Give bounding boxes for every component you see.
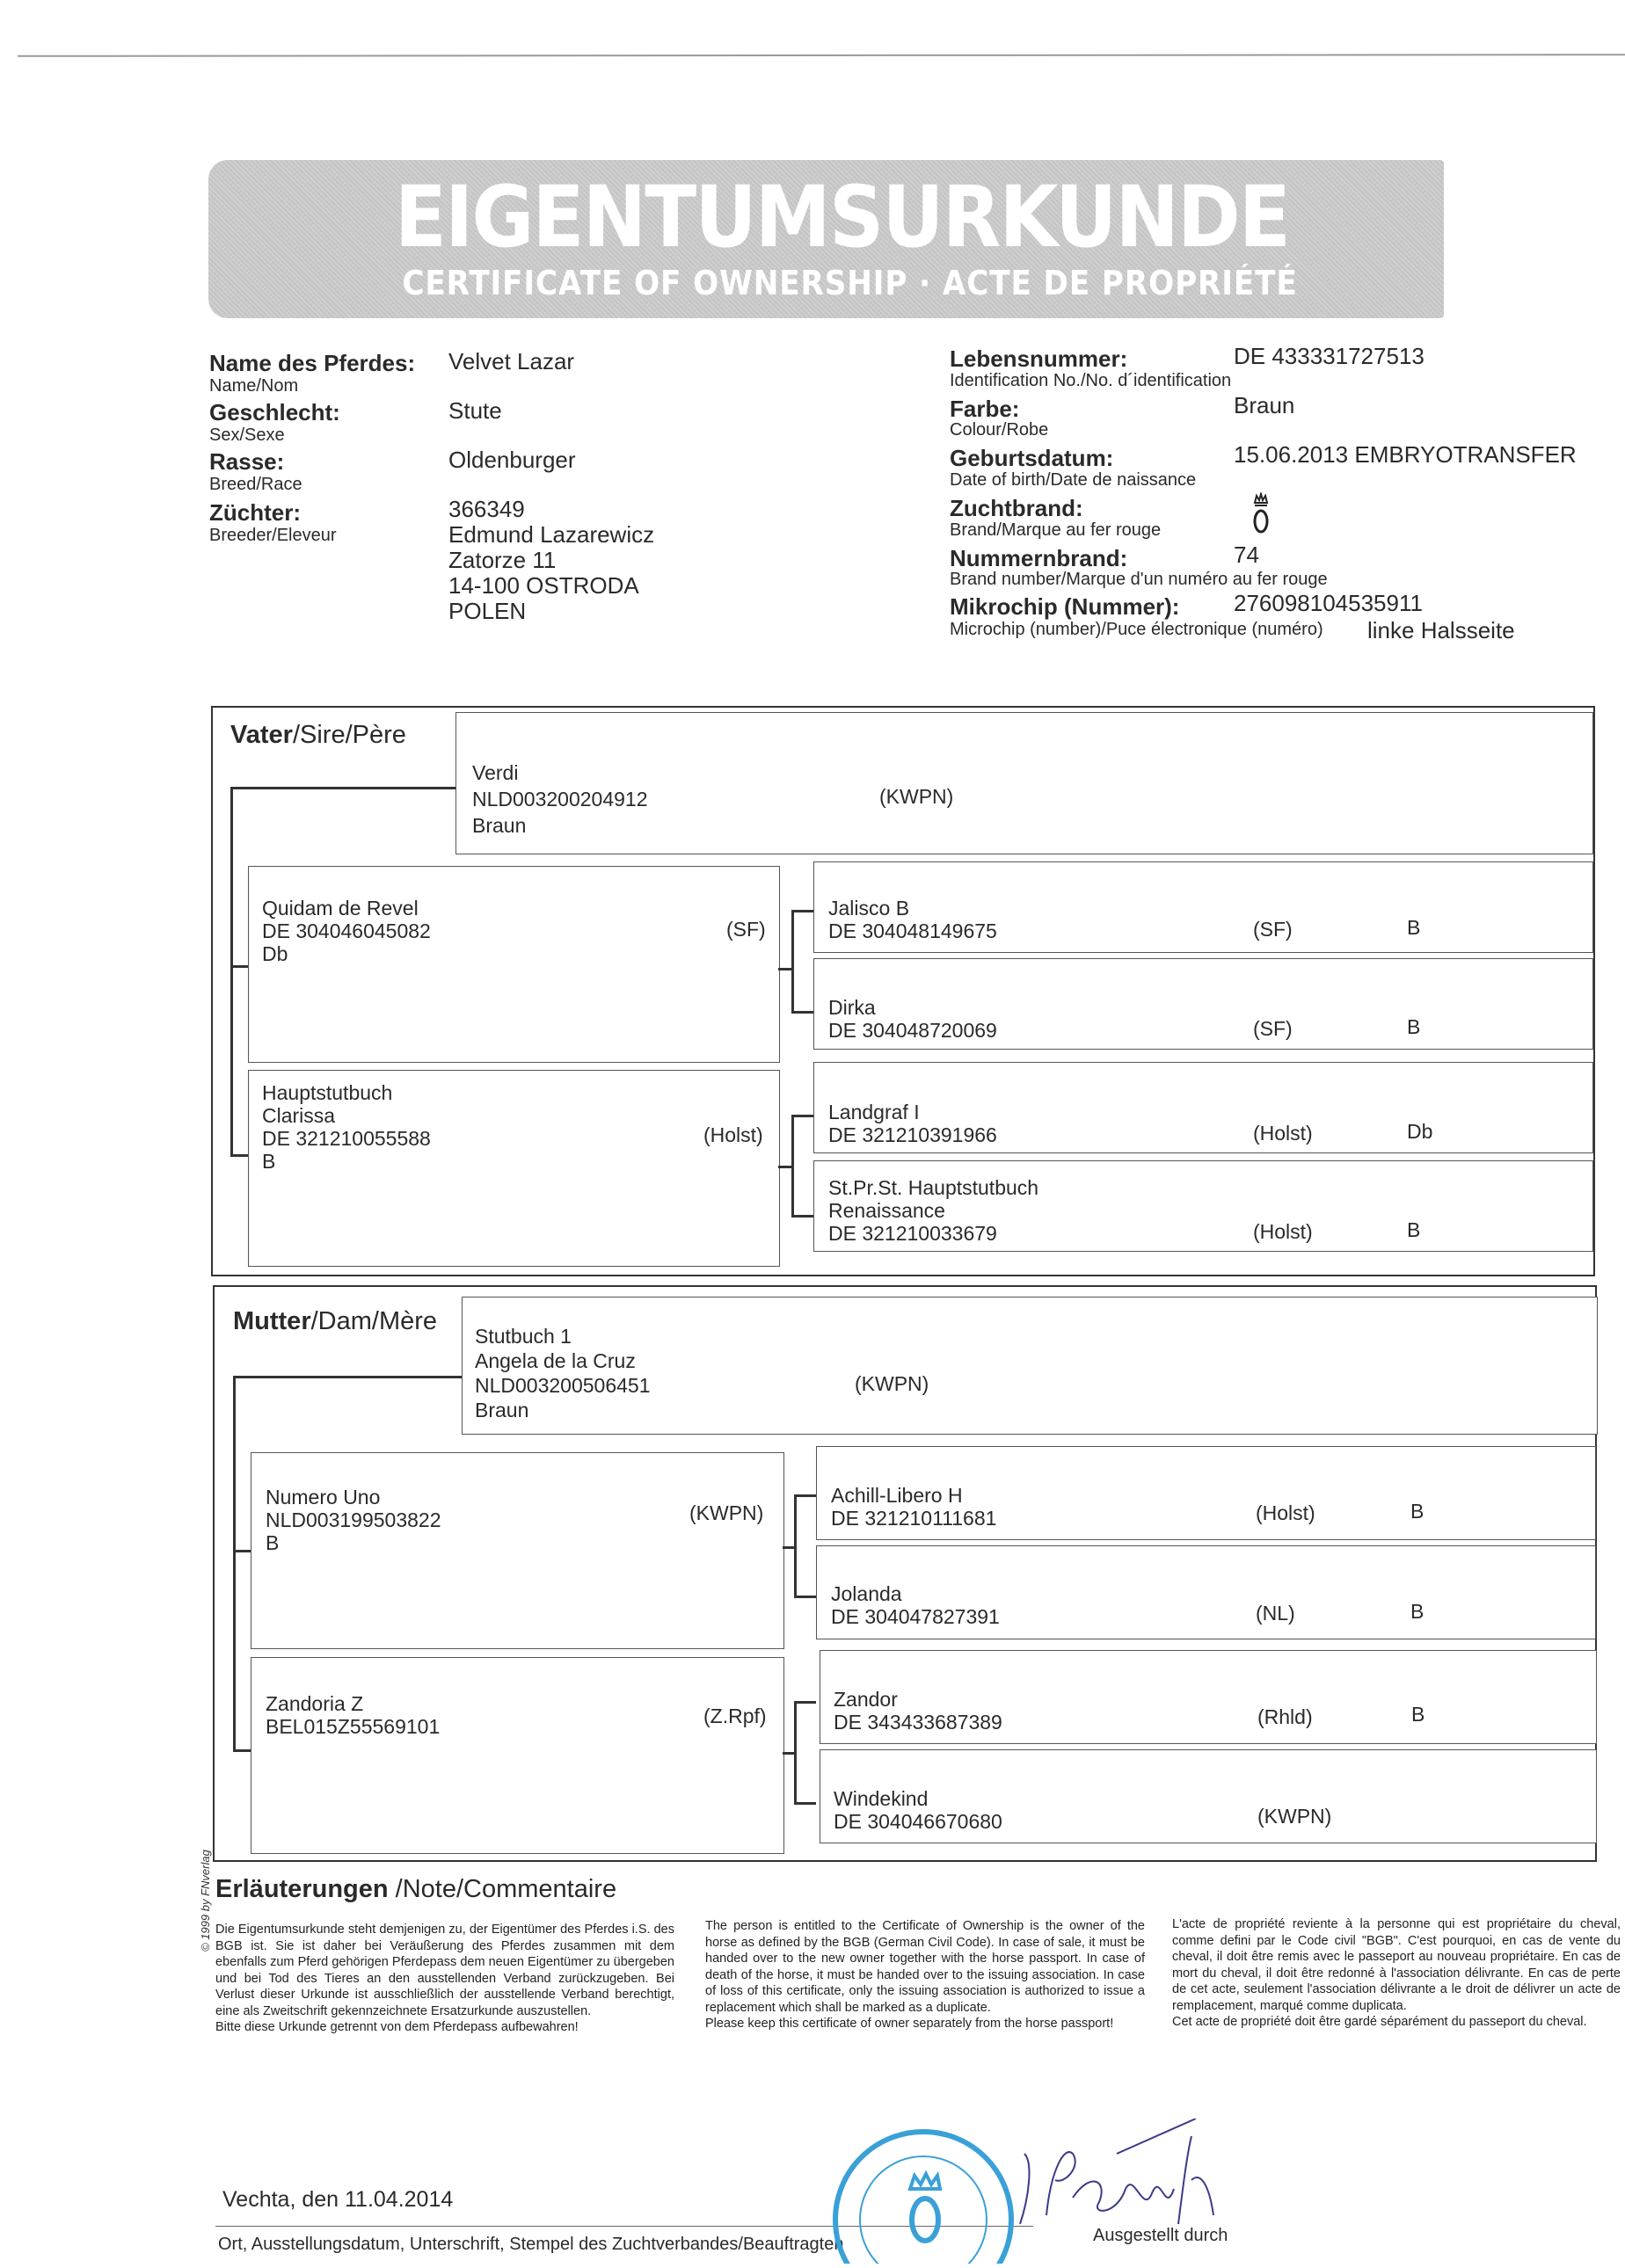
tree-connector xyxy=(791,910,794,1013)
gg-studbook: (SF) xyxy=(1253,918,1293,941)
sex-value: Stute xyxy=(448,397,502,424)
gg-colour: B xyxy=(1411,1703,1425,1726)
tree-connector xyxy=(794,1701,816,1704)
gg-colour: B xyxy=(1410,1500,1425,1523)
signature-icon xyxy=(1011,2119,1275,2233)
gg-id: DE 321210111681 xyxy=(831,1507,997,1530)
dam-studbook: (KWPN) xyxy=(855,1372,929,1395)
note-english: The person is entitled to the Certificate of Ownership is the owner of the horse as defined by the BGB (German Civil Code). In case of sale, it must be handed over to the new owner together with the horse passport. In case of death of the horse, it must be handed over to the issuing association. In case of loss of this certificate, only the issuing association is authorized to issue a replacement which shall be marked as a duplicate. Please keep this certificate of owner separately from the horse passport! xyxy=(705,1919,1145,2031)
sex-label: Geschlecht: xyxy=(209,399,340,425)
microchip-sublabel: Microchip (number)/Puce électronique (numéro) xyxy=(950,620,1323,639)
brand-number-value: 74 xyxy=(1234,542,1259,568)
tree-connector xyxy=(791,1215,813,1218)
gg-colour: B xyxy=(1407,1015,1421,1038)
microchip-value: 276098104535911 xyxy=(1234,590,1423,616)
gg-studbook: (Holst) xyxy=(1256,1501,1315,1524)
sire-studbook: (KWPN) xyxy=(879,785,954,808)
tree-connector xyxy=(230,1154,248,1157)
tree-connector xyxy=(778,1166,791,1168)
granddam-box xyxy=(251,1657,784,1854)
tree-connector xyxy=(233,1376,236,1752)
issued-by-label: Ausgestellt durch xyxy=(1093,2226,1228,2245)
birth-label: Geburtsdatum: xyxy=(950,445,1114,471)
gg-name: Dirka xyxy=(828,996,876,1019)
tree-connector xyxy=(794,1494,816,1497)
sire-colour: Braun xyxy=(472,814,527,837)
horse-name-value: Velvet Lazar xyxy=(448,348,575,374)
tree-connector xyxy=(233,1376,462,1378)
brand-number-label: Nummernbrand: xyxy=(950,545,1128,571)
life-number-value: DE 433331727513 xyxy=(1234,343,1425,369)
breeder-line: Zatorze 11 xyxy=(448,547,557,573)
tree-connector xyxy=(791,1115,813,1117)
dam-line: Stutbuch 1 xyxy=(475,1325,572,1348)
gg-studbook: (Holst) xyxy=(1253,1220,1313,1243)
dam-section-heading: Mutter/Dam/Mère xyxy=(233,1307,438,1335)
gg-id: DE 304048720069 xyxy=(828,1019,997,1042)
breed-value: Oldenburger xyxy=(448,447,576,473)
gg-studbook: (Rhld) xyxy=(1257,1705,1313,1728)
tree-connector xyxy=(230,787,233,1157)
document-title: EIGENTUMSURKUNDE xyxy=(394,168,1290,266)
gg-colour: Db xyxy=(1407,1120,1433,1143)
place-date: Vechta, den 11.04.2014 xyxy=(222,2187,454,2212)
life-number-sublabel: Identification No./No. d´identification xyxy=(950,371,1232,390)
gg-line: St.Pr.St. Hauptstutbuch xyxy=(828,1176,1039,1199)
grandsire-name: Quidam de Revel xyxy=(262,897,419,920)
colour-sublabel: Colour/Robe xyxy=(950,420,1049,440)
gg-name: Jolanda xyxy=(831,1582,902,1605)
breeder-line: POLEN xyxy=(448,598,527,624)
gg-name: Jalisco B xyxy=(828,897,910,920)
life-number-label: Lebensnummer: xyxy=(950,345,1128,372)
tree-connector xyxy=(794,1802,816,1805)
colour-value: Braun xyxy=(1234,392,1295,418)
microchip-label: Mikrochip (Nummer): xyxy=(950,593,1180,620)
note-french: L'acte de propriété reviente à la personne qui est propriétaire du cheval, comme defini par le Code civil "BGB". C'est pourquoi, en cas de vente du cheval, il doit être remis avec le passeport au nouveau propriétaire. En cas de mort du cheval, il doit être redonné à l'association délivrante. En cas de perte de cet acte, seulement l'association délivrante a le droit de délivrer un acte de remplacement, marqué comme duplicata. Cet acte de propriété doit être gardé séparément du passeport du cheval. xyxy=(1172,1917,1621,2029)
gg-colour: B xyxy=(1410,1600,1425,1623)
gg-id: DE 304046670680 xyxy=(834,1810,1002,1833)
granddam-line: Hauptstutbuch xyxy=(262,1081,393,1104)
signature-caption: Ort, Ausstellungsdatum, Unterschrift, Stempel des Zuchtverbandes/Beauftragten xyxy=(218,2235,844,2254)
granddam-studbook: (Holst) xyxy=(703,1123,763,1146)
breeder-line: Edmund Lazarewicz xyxy=(448,521,655,548)
tree-connector xyxy=(794,1494,797,1597)
notes-heading: Erläuterungen /Note/Commentaire xyxy=(215,1875,617,1903)
grandsire-name: Numero Uno xyxy=(266,1486,381,1508)
name-sublabel: Name/Nom xyxy=(209,376,299,396)
tree-connector xyxy=(791,1011,813,1014)
sire-id: NLD003200204912 xyxy=(472,788,648,811)
grandsire-colour: Db xyxy=(262,942,288,965)
note-german: Die Eigentumsurkunde steht demjenigen zu, der Eigentümer des Pferdes i.S. des BGB ist. Sie ist daher bei Veräußerung des Pferdes zusammen mit dem ebenfalls zum Pferd gehörigen Pferdepass dem neuen Eigentümer zu übergeben und bei Tod des Tieres an den ausstellenden Verband zurückzugeben. Bei Verlust dieser Urkunde ist ausschließlich der ausstellende Verband berechtigt, eine als Zweitschrift gekennzeichnete Ersatzurkunde auszustellen. Bitte diese Urkunde getrennt von dem Pferdepass aufbewahren! xyxy=(215,1923,674,2034)
gg-id: DE 304047827391 xyxy=(831,1605,1000,1628)
sire-section-heading: Vater/Sire/Père xyxy=(230,721,406,749)
document-subtitle: CERTIFICATE OF OWNERSHIP · ACTE DE PROPRIÉTÉ xyxy=(402,264,1298,302)
gg-colour: B xyxy=(1407,916,1421,939)
tree-connector xyxy=(230,965,248,968)
title-banner xyxy=(208,160,1444,318)
granddam-id: BEL015Z55569101 xyxy=(266,1715,441,1738)
tree-connector xyxy=(233,1550,251,1552)
dam-name: Angela de la Cruz xyxy=(475,1349,636,1372)
breed-label: Rasse: xyxy=(209,448,285,475)
granddam-id: DE 321210055588 xyxy=(262,1127,431,1150)
grandsire-box xyxy=(248,866,780,1063)
tree-connector xyxy=(794,1701,797,1804)
breeder-line: 366349 xyxy=(448,496,525,522)
gg-colour: B xyxy=(1407,1218,1421,1241)
tree-connector xyxy=(794,1596,816,1598)
sire-box xyxy=(455,712,1593,854)
dam-id: NLD003200506451 xyxy=(475,1374,651,1397)
granddam-colour: B xyxy=(262,1150,276,1173)
gg-studbook: (KWPN) xyxy=(1257,1805,1332,1828)
gg-studbook: (Holst) xyxy=(1253,1122,1313,1145)
birth-value: 15.06.2013 EMBRYOTRANSFER xyxy=(1234,441,1577,468)
gg-name: Renaissance xyxy=(828,1199,945,1222)
sire-name: Verdi xyxy=(472,761,519,784)
grandsire-box xyxy=(251,1452,784,1649)
gg-name: Landgraf I xyxy=(828,1101,920,1123)
colour-label: Farbe: xyxy=(950,396,1020,422)
gg-name: Windekind xyxy=(834,1787,929,1810)
breeder-line: 14-100 OSTRODA xyxy=(448,572,639,599)
grandsire-studbook: (SF) xyxy=(726,918,766,941)
association-stamp-icon xyxy=(822,2114,1024,2264)
brand-sublabel: Brand/Marque au fer rouge xyxy=(950,520,1162,540)
gg-id: DE 321210391966 xyxy=(828,1123,997,1146)
tree-connector xyxy=(791,1115,794,1217)
brand-label: Zuchtbrand: xyxy=(950,495,1083,521)
granddam-studbook: (Z.Rpf) xyxy=(703,1705,767,1727)
gg-name: Zandor xyxy=(834,1688,898,1711)
grandsire-id: NLD003199503822 xyxy=(266,1508,441,1531)
gg-id: DE 321210033679 xyxy=(828,1222,997,1245)
scan-edge-line xyxy=(18,54,1625,57)
gg-id: DE 343433687389 xyxy=(834,1711,1002,1734)
grandsire-studbook: (KWPN) xyxy=(689,1501,764,1524)
breeder-sublabel: Breeder/Eleveur xyxy=(209,526,337,545)
sex-sublabel: Sex/Sexe xyxy=(209,425,285,445)
name-label: Name des Pferdes: xyxy=(209,350,416,376)
gg-id: DE 304048149675 xyxy=(828,920,997,942)
gg-studbook: (SF) xyxy=(1253,1017,1293,1040)
granddam-name: Clarissa xyxy=(262,1104,336,1127)
copyright-note: © 1999 by FNverlag xyxy=(199,1850,212,1952)
brand-crown-icon xyxy=(1250,492,1272,536)
birth-sublabel: Date of birth/Date de naissance xyxy=(950,470,1197,490)
granddam-name: Zandoria Z xyxy=(266,1692,364,1715)
breed-sublabel: Breed/Race xyxy=(209,475,302,494)
grandsire-colour: B xyxy=(266,1531,280,1554)
tree-connector xyxy=(791,910,813,912)
gg-studbook: (NL) xyxy=(1256,1602,1295,1625)
brand-number-sublabel: Brand number/Marque d'un numéro au fer rouge xyxy=(950,570,1328,589)
microchip-location: linke Halsseite xyxy=(1367,617,1515,643)
dam-colour: Braun xyxy=(475,1399,529,1421)
gg-name: Achill-Libero H xyxy=(831,1484,963,1507)
grandsire-id: DE 304046045082 xyxy=(262,920,431,942)
tree-connector xyxy=(233,1749,251,1752)
tree-connector xyxy=(778,968,791,970)
tree-connector xyxy=(230,787,455,789)
breeder-label: Züchter: xyxy=(209,499,301,526)
